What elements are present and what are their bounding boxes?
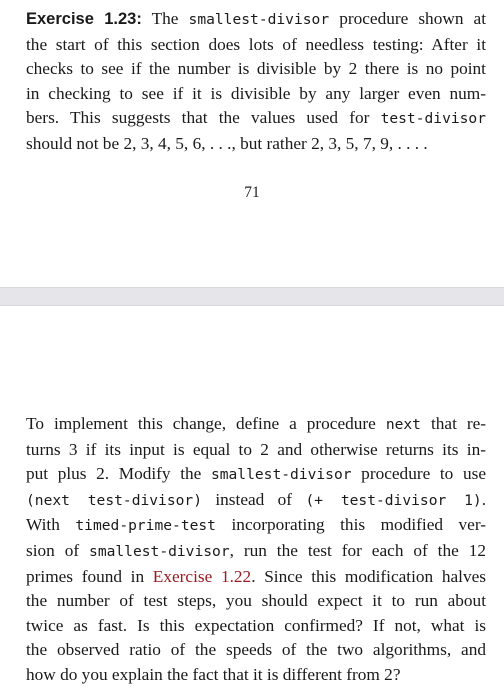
text-run: , run the test for each of the 12: [229, 540, 486, 560]
text-run: incorporating this modified ver-: [215, 515, 486, 535]
text-run: put plus 2. Modify the: [26, 464, 211, 484]
continuation-paragraph: [26, 412, 486, 688]
continuation-line: [26, 565, 486, 590]
exercise-line: [26, 82, 486, 107]
exercise-line: [26, 106, 486, 132]
code-smallest-divisor: smallest-divisor: [210, 466, 352, 484]
page-72: [0, 306, 504, 700]
text-run: procedure to use: [351, 464, 486, 484]
page-71: [0, 0, 504, 287]
exercise-line: [26, 132, 486, 157]
text-run: .: [481, 489, 487, 509]
continuation-line: [26, 539, 486, 565]
exercise-1-22-link[interactable]: Exercise 1.22: [152, 566, 252, 586]
continuation-line: [26, 488, 486, 514]
text-run: instead of: [201, 489, 306, 509]
text-run: should not be 2, 3, 4, 5, 6, . . ., but rather 2, 3, 5, 7, 9, . . . .: [26, 133, 428, 153]
code-smallest-divisor: smallest-divisor: [89, 542, 230, 560]
text-run: sion of: [26, 540, 90, 560]
text-run: that re-: [420, 414, 487, 433]
text-run: twice as fast. Is this expectation confirmed? If not, what is: [26, 615, 486, 635]
text-run: primes found in: [26, 566, 153, 586]
text-run: bers. This suggests that the values used for: [26, 108, 381, 128]
text-run: in checking to see if it is divisible by any larger even num-: [26, 83, 486, 103]
page-number: 71: [244, 184, 260, 201]
text-run: the start of this section does lots of needless testing: After it: [26, 34, 486, 54]
continuation-line: [26, 462, 486, 488]
continuation-line: [26, 412, 486, 438]
continuation-line: [26, 663, 486, 688]
code-plus-test-divisor: (+ test-divisor 1): [305, 491, 482, 509]
continuation-line: [26, 589, 486, 614]
text-run: the number of test steps, you should expect it to run about: [26, 591, 486, 611]
text-run: With: [26, 515, 76, 535]
exercise-line: [26, 33, 486, 58]
page-separator: [0, 287, 504, 306]
exercise-label: Exercise 1.23:: [26, 10, 142, 28]
code-test-divisor: test-divisor: [380, 110, 486, 128]
continuation-line: [26, 614, 486, 639]
exercise-paragraph: [26, 7, 486, 157]
text-run: . Since this modification halves: [251, 566, 486, 586]
text-run: To implement this change, define a procedure: [26, 414, 386, 433]
exercise-line: [26, 57, 486, 82]
continuation-line: [26, 438, 486, 463]
text-run: The: [151, 9, 189, 28]
text-run: procedure shown at: [329, 9, 486, 28]
text-run: how do you explain the fact that it is different from 2?: [26, 664, 401, 684]
text-run: the observed ratio of the speeds of the two algorithms, and: [26, 640, 486, 660]
code-timed-prime-test: timed-prime-test: [75, 517, 216, 535]
text-run: checks to see if the number is divisible by 2 there is no point: [26, 59, 486, 79]
code-next: next: [385, 416, 421, 433]
text-run: turns 3 if its input is equal to 2 and otherwise returns its in-: [26, 439, 486, 459]
code-next-test-divisor: (next test-divisor): [26, 491, 202, 509]
exercise-line: [26, 7, 486, 33]
continuation-line: [26, 513, 486, 539]
code-smallest-divisor: smallest-divisor: [188, 11, 330, 28]
continuation-line: [26, 638, 486, 663]
